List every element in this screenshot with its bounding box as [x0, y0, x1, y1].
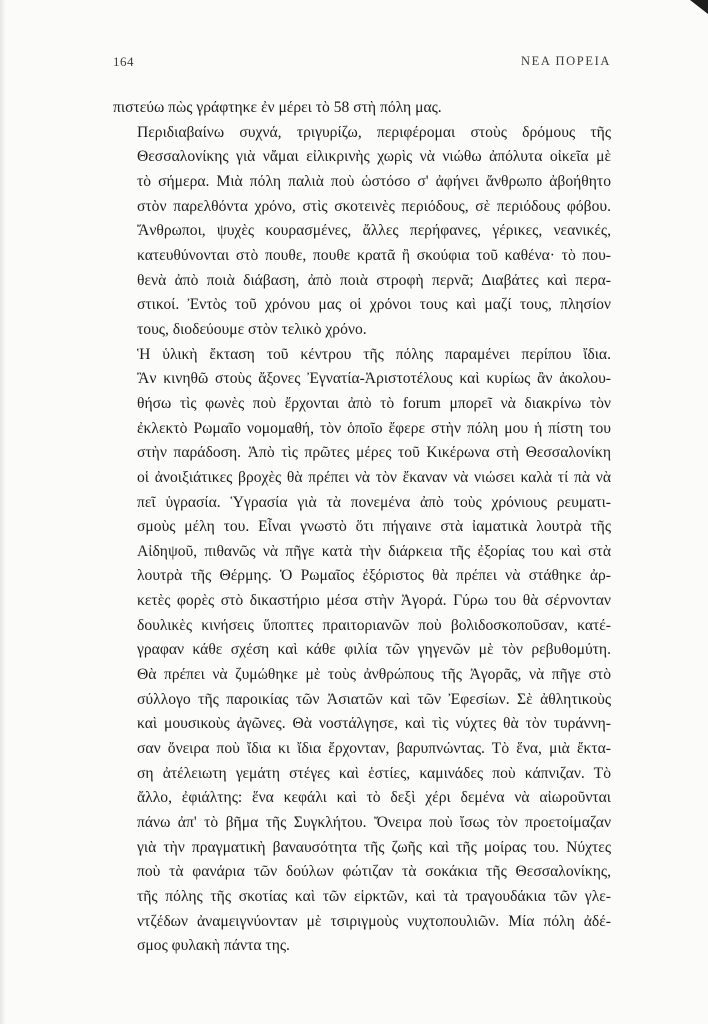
text-line: Περιδιαβαίνω συχνά, τριγυρίζω, περιφέρομαι στοὺς δρόμους τῆς — [137, 123, 611, 141]
text-line: ἄλλο, ἐφιάλτης: ἕνα κεφάλι καὶ τὸ δεξὶ χέρι δεμένα νὰ αἰωροῦνται — [137, 789, 611, 807]
page-edge-shadow — [0, 0, 6, 1024]
paragraph — [113, 343, 611, 959]
text-line: στὴν παράδοση. Ἀπὸ τὶς πρῶτες μέρες τοῦ Κικέρωνα στὴ Θεσσαλονίκη — [137, 444, 611, 462]
text-line: Ἂν κινηθῶ στοὺς ἄξονες Ἐγνατία-Ἀριστοτέλους καὶ κυρίως ἂν ἀκολου- — [137, 370, 611, 388]
text-line: θενὰ ἀπὸ ποιὰ διάβαση, ἀπὸ ποιὰ στροφὴ περνᾶ; Διαβάτες καὶ περα- — [137, 271, 611, 289]
body-text — [113, 96, 611, 959]
text-line: ἐκλεκτὸ Ρωμαῖο νομομαθή, τὸν ὁποῖο ἔφερε στὴν πόλη μου ἡ πίστη του — [137, 419, 611, 437]
text-line: Θὰ πρέπει νὰ ζυμώθηκε μὲ τοὺς ἀνθρώπους τῆς Ἀγορᾶς, νὰ πῆγε στὸ — [137, 666, 611, 684]
text-line: Θεσσαλονίκης γιὰ νἄμαι εἰλικρινὴς χωρὶς νὰ νιώθω ἀπόλυτα οἰκεῖα μὲ — [137, 148, 611, 166]
text-line: ντζέδων ἀναμειγνύονταν μὲ τσιριγμοὺς νυχτοπουλιῶν. Μία πόλη ἀδέ- — [137, 912, 611, 930]
text-line: πιστεύω πὼς γράφτηκε ἐν μέρει τὸ 58 στὴ πόλη μας. — [113, 99, 442, 116]
text-line: ποὺ τὰ φανάρια τῶν δούλων φώτιζαν τὰ σοκάκια τῆς Θεσσαλονίκης, — [137, 863, 611, 881]
page-number: 164 — [113, 54, 134, 69]
text-line: γραφαν κάθε σχέση καὶ κάθε φιλία τῶν γηγενῶν μὲ τὸν ρεβυθομύτη. — [137, 641, 611, 659]
text-line: σμος φυλακὴ πάντα της. — [137, 937, 290, 955]
text-line: κατευθύνονται στὸ πουθε, πουθε κρατᾶ ἢ σκούφια τοῦ καθένα· τὸ που- — [137, 246, 611, 264]
scan-corner-mark — [690, 0, 708, 14]
text-line: τῆς πόλης τῆς σκοτίας καὶ τῶν εἱρκτῶν, καὶ τὰ τραγουδάκια τῶν γλε- — [137, 888, 611, 905]
text-line: θήσω τὶς φωνὲς ποὺ ἔρχονται ἀπὸ τὸ forum μπορεῖ νὰ διακρίνω τὸν — [137, 394, 611, 412]
paragraph — [113, 121, 611, 343]
text-line: πεῖ ὑγρασία. Ὑγρασία γιὰ τὰ πονεμένα ἀπὸ τοὺς χρόνιους ρευματι- — [137, 493, 611, 511]
text-line: λουτρὰ τῆς Θέρμης. Ὁ Ρωμαῖος ἐξόριστος θὰ πρέπει νὰ στάθηκε ἀρ- — [137, 567, 611, 585]
text-line: γιὰ τὴν πραγματικὴ βαναυσότητα τῆς ζωῆς καὶ τῆς μοίρας του. Νύχτες — [137, 838, 611, 856]
page-header — [113, 54, 611, 74]
text-line: τὸ σήμερα. Μιὰ πόλη παλιὰ ποὺ ὡστόσο σ' ἀφήνει ἄνθρωπο ἀβοήθητο — [137, 172, 611, 190]
text-line: σύλλογο τῆς παροικίας τῶν Ἀσιατῶν καὶ τῶν Ἐφεσίων. Σὲ ἀθλητικοὺς — [137, 690, 611, 708]
text-line: καὶ μουσικοὺς ἀγῶνες. Θὰ νοστάλγησε, καὶ τὶς νύχτες θὰ τὸν τυράννη- — [137, 715, 611, 733]
text-line: Ἄνθρωποι, ψυχὲς κουρασμένες, ἄλλες περήφανες, γέρικες, νεανικές, — [137, 222, 611, 240]
text-line: σμοὺς μέλη του. Εἶναι γνωστὸ ὅτι πήγαινε στὰ ἰαματικὰ λουτρὰ τῆς — [137, 518, 611, 536]
text-line: σαν ὄνειρα ποὺ ἴδια κι ἴδια ἔρχονταν, βαρυπνώντας. Τὸ ἕνα, μιὰ ἔκτα- — [137, 740, 611, 758]
text-line: ση ἀτέλειωτη γεμάτη στέγες καὶ ἑστίες, καμινάδες ποὺ κάπνιζαν. Τὸ — [137, 764, 611, 782]
text-line: τους, διοδεύουμε στὸν τελικὸ χρόνο. — [137, 320, 367, 338]
text-line: δουλικὲς κινήσεις ὕποπτες πραιτοριανῶν ποὺ βολιδοσκοποῦσαν, κατέ- — [137, 616, 611, 634]
text-line: στὸν παρελθόντα χρόνο, στὶς σκοτεινὲς περιόδους, σὲ περιόδους φόβου. — [137, 197, 611, 215]
running-title: ΝΕΑ ΠΟΡΕΙΑ — [521, 54, 611, 68]
text-line: κετὲς φορὲς στὸ δικαστήριο μέσα στὴν Ἀγορά. Γύρω του θὰ σέρνονταν — [137, 592, 611, 610]
text-line: πάνω ἀπ' τὸ βῆμα τῆς Συγκλήτου. Ὄνειρα ποὺ ἴσως τὸν προετοίμαζαν — [137, 814, 611, 832]
text-line: Αἰδηψοῦ, πιθανῶς νὰ πῆγε κατὰ τὴν διάρκεια τῆς ἐξορίας του καὶ στὰ — [137, 542, 611, 560]
text-line: στικοί. Ἐντὸς τοῦ χρόνου μας οἱ χρόνοι τους καὶ μαζί τους, πλησίον — [137, 296, 611, 314]
text-line: οἱ ἀνοιξιάτικες βροχὲς θὰ πρέπει νὰ τὸν ἔκαναν νὰ νιώσει καλὰ τί πὰ νὰ — [137, 468, 611, 486]
text-line: Ἡ ὑλικὴ ἔκταση τοῦ κέντρου τῆς πόλης παραμένει περίπου ἴδια. — [137, 345, 611, 363]
paragraph — [113, 96, 611, 121]
